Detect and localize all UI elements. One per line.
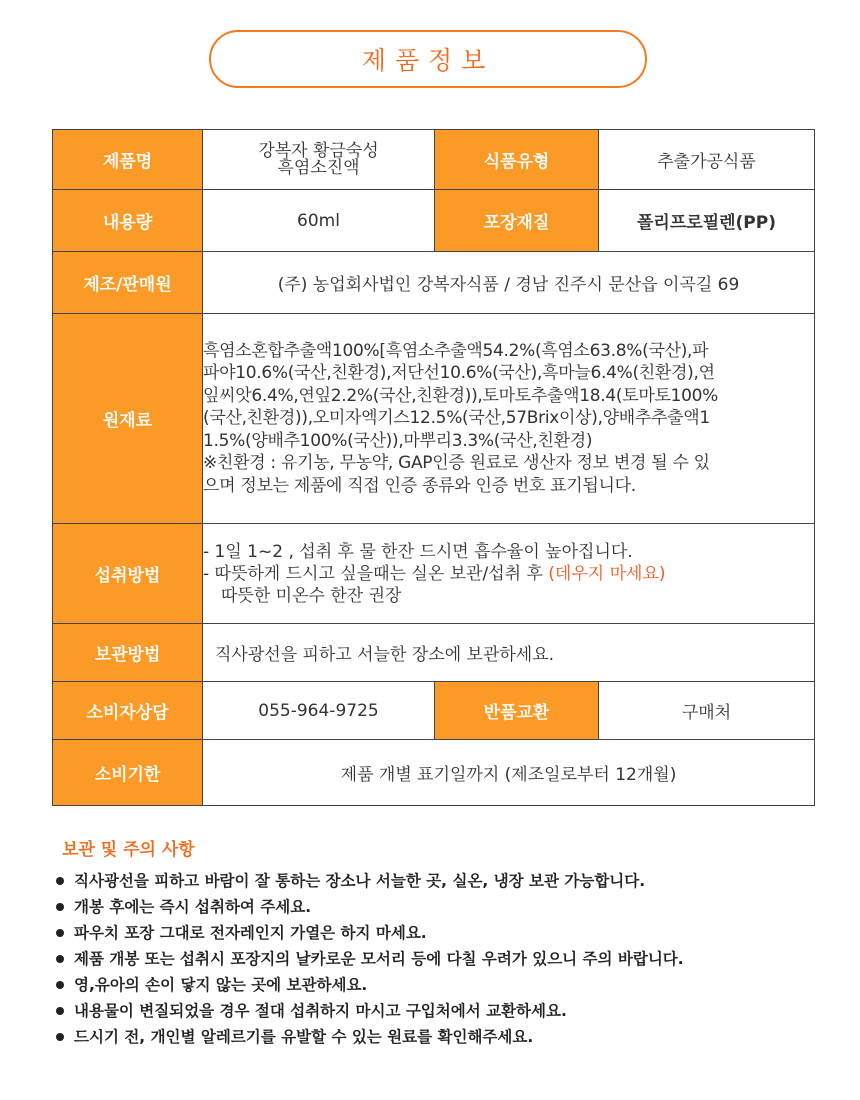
- list-item: 직사광선을 피하고 바람이 잘 통하는 장소나 서늘한 곳, 실온, 냉장 보관 가능합니다.: [52, 868, 832, 894]
- ingredients-value: [203, 314, 815, 524]
- list-item: 파우치 포장 그대로 전자레인지 가열은 하지 마세요.: [52, 920, 832, 946]
- product-info-table: [52, 129, 815, 806]
- manufacturer-label: 제조/판매원: [53, 252, 203, 314]
- food-type-label: 식품유형: [435, 130, 599, 190]
- product-name-value: [203, 130, 435, 190]
- ingredients-label: 원재료: [53, 314, 203, 524]
- ingredients-line: 잎씨앗6.4%,연잎2.2%(국산,친환경)),토마토추출액18.4(토마토100%: [203, 385, 718, 406]
- row-manufacturer: [53, 252, 815, 314]
- list-item: 드시기 전, 개인별 알레르기를 유발할 수 있는 원료를 확인해주세요.: [52, 1024, 832, 1050]
- bullet-icon: [56, 981, 64, 989]
- volume-label: 내용량: [53, 190, 203, 252]
- row-consumer: [53, 682, 815, 740]
- bullet-icon: [56, 1007, 64, 1015]
- storage-label: 보관방법: [53, 624, 203, 682]
- row-ingredients: [53, 314, 815, 524]
- row-storage: [53, 624, 815, 682]
- manufacturer-value: (주) 농업회사법인 강복자식품 / 경남 진주시 문산읍 이곡길 69: [203, 252, 815, 314]
- bullet-icon: [56, 955, 64, 963]
- packaging-value: 폴리프로필렌(PP): [599, 190, 815, 252]
- method-line3: 따뜻한 미온수 한잔 권장: [221, 585, 402, 606]
- exchange-label: 반품교환: [435, 682, 599, 740]
- list-item: 영,유아의 손이 닿지 않는 곳에 보관하세요.: [52, 972, 832, 998]
- notes-list: [52, 868, 832, 1050]
- row-volume: [53, 190, 815, 252]
- row-method: [53, 524, 815, 624]
- storage-value: 직사광선을 피하고 서늘한 장소에 보관하세요.: [203, 624, 815, 682]
- row-expiry: [53, 740, 815, 806]
- consumer-label: 소비자상담: [53, 682, 203, 740]
- volume-value: 60ml: [203, 190, 435, 252]
- product-name-label: 제품명: [53, 130, 203, 190]
- expiry-value: 제품 개별 표기일까지 (제조일로부터 12개월): [203, 740, 815, 806]
- caution-notes: [52, 838, 832, 1050]
- ingredients-line: 1.5%(양배추100%(국산)),마뿌리3.3%(국산,친환경): [203, 430, 593, 451]
- food-type-value: 추출가공식품: [599, 130, 815, 190]
- product-name-line2: 흑염소진액: [277, 157, 360, 178]
- ingredients-line: (국산,친환경)),오미자엑기스12.5%(국산,57Brix이상),양배추추출액1: [203, 408, 710, 429]
- packaging-label: 포장재질: [435, 190, 599, 252]
- list-item: 개봉 후에는 즉시 섭취하여 주세요.: [52, 894, 832, 920]
- consumer-value: 055-964-9725: [203, 682, 435, 740]
- ingredients-line: 파야10.6%(국산,친환경),저단선10.6%(국산),흑마늘6.4%(친환경),연: [203, 363, 715, 384]
- row-product-name: [53, 130, 815, 190]
- bullet-icon: [56, 1033, 64, 1041]
- bullet-icon: [56, 929, 64, 937]
- method-line2: [203, 563, 814, 585]
- method-line1: - 1일 1~2 , 섭취 후 물 한잔 드시면 흡수율이 높아집니다.: [203, 541, 633, 562]
- ingredients-line: 흑염소혼합추출액100%[흑염소추출액54.2%(흑염소63.8%(국산),파: [203, 340, 709, 361]
- list-item: 내용물이 변질되었을 경우 절대 섭취하지 마시고 구입처에서 교환하세요.: [52, 998, 832, 1024]
- ingredients-line: ※친환경 : 유기농, 무농약, GAP인증 원료로 생산자 정보 변경 될 수 있: [203, 453, 710, 474]
- notes-title: 보관 및 주의 사항: [62, 840, 195, 860]
- ingredients-line: 으며 정보는 제품에 직접 인증 종류와 인증 번호 표기됩니다.: [203, 475, 636, 496]
- product-name-line1: 강복자 황금숙성: [258, 140, 379, 161]
- bullet-icon: [56, 903, 64, 911]
- page-title: 제품정보: [209, 30, 647, 88]
- bullet-icon: [56, 877, 64, 885]
- exchange-value: 구매처: [599, 682, 815, 740]
- method-line2-text: - 따뜻하게 드시고 싶을때는 실온 보관/섭취 후: [203, 563, 549, 584]
- method-label: 섭취방법: [53, 524, 203, 624]
- expiry-label: 소비기한: [53, 740, 203, 806]
- method-value: [203, 524, 815, 624]
- list-item: 제품 개봉 또는 섭취시 포장지의 날카로운 모서리 등에 다칠 우려가 있으니 주의 바랍니다.: [52, 946, 832, 972]
- method-warning-highlight: (데우지 마세요): [548, 563, 666, 584]
